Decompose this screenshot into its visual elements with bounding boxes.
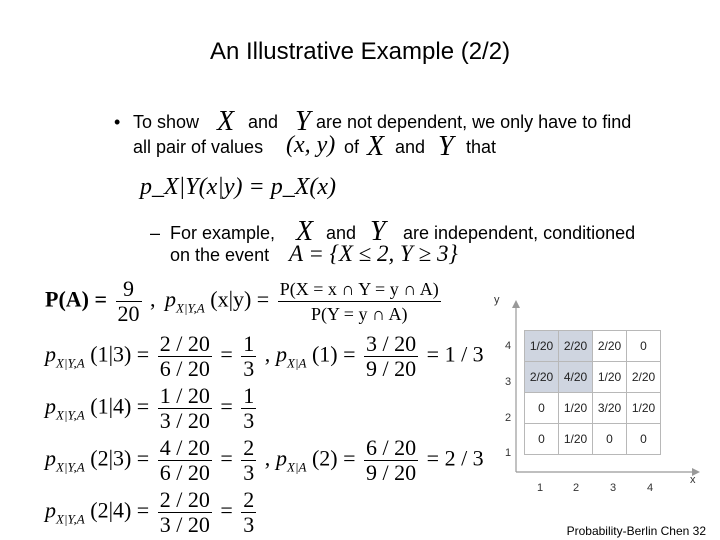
equation-subscript: X|A <box>287 355 307 371</box>
table-cell: 0 <box>627 424 661 455</box>
equation-p-x-given-a-2 <box>276 436 484 485</box>
event-definition: A = {X ≤ 2, Y ≥ 3} <box>289 241 458 266</box>
fraction <box>158 384 212 433</box>
table-cell: 0 <box>593 424 627 455</box>
table-cell: 2/20 <box>525 362 559 393</box>
x-tick: 3 <box>610 482 617 494</box>
equation-p-2-given-4 <box>45 488 259 537</box>
table-cell: 2/20 <box>593 331 627 362</box>
pmf-table <box>524 330 661 455</box>
equation-argument: (1|4) = <box>90 393 150 419</box>
fraction <box>241 436 256 485</box>
equation-tail: , <box>264 445 271 471</box>
x-tick: 4 <box>647 482 654 494</box>
y-tick: 4 <box>505 340 512 352</box>
denominator: 6 / 20 <box>159 356 210 381</box>
bullet-text-4: all pair of values <box>133 137 264 157</box>
numerator: 3 / 20 <box>366 331 417 356</box>
table-cell: 2/20 <box>559 331 593 362</box>
y-tick: 2 <box>505 412 512 424</box>
numerator: 1 <box>243 383 255 408</box>
denominator: 20 <box>117 301 140 326</box>
equation-argument: (x|y) = <box>210 286 270 312</box>
equation-conditional-definition <box>165 277 444 326</box>
denominator: P(Y = y ∩ A) <box>310 304 408 324</box>
equation-argument: (2|4) = <box>90 497 150 523</box>
math-var-y-2: Y <box>438 131 454 162</box>
math-var-x-2: X <box>367 131 385 162</box>
numerator: 4 / 20 <box>159 435 210 460</box>
fraction <box>278 277 441 326</box>
y-tick: 1 <box>505 447 512 459</box>
p-symbol: p <box>45 341 56 367</box>
math-var-y-3: Y <box>370 216 386 247</box>
denominator: 3 <box>243 356 255 381</box>
p-symbol: p <box>276 445 287 471</box>
denominator: 9 / 20 <box>366 460 417 485</box>
numerator: 2 <box>243 487 255 512</box>
fraction <box>116 277 142 326</box>
slide-title: An Illustrative Example (2/2) <box>209 38 511 65</box>
math-var-x-3: X <box>296 216 314 247</box>
independence-condition-equation: p_X|Y(x|y) = p_X(x) <box>140 174 336 200</box>
x-axis-label: x <box>690 474 696 486</box>
fraction <box>364 436 418 485</box>
equation-argument: (1) = <box>311 341 356 367</box>
equation-subscript: X|Y,A <box>56 511 85 527</box>
fraction <box>241 332 256 381</box>
table-row <box>525 393 661 424</box>
table-cell: 0 <box>525 424 559 455</box>
table-cell: 1/20 <box>627 393 661 424</box>
table-cell: 0 <box>525 393 559 424</box>
sub-bullet-text-1: For example, <box>170 223 276 243</box>
sub-bullet-text-4: on the event <box>170 245 270 265</box>
math-var-y: Y <box>295 106 311 137</box>
bullet-text-1: To show <box>133 112 200 132</box>
equation-lhs: P(A) = <box>45 286 108 312</box>
numerator: 2 / 20 <box>159 487 210 512</box>
numerator: 1 / 20 <box>159 383 210 408</box>
table-cell: 1/20 <box>525 331 559 362</box>
denominator: 3 <box>243 512 255 537</box>
bullet-marker: • <box>114 112 121 132</box>
table-cell: 0 <box>627 331 661 362</box>
bullet-text-7: that <box>466 137 497 157</box>
equation-p-x-given-a-1 <box>276 332 484 381</box>
equation-argument: (2) = <box>311 445 356 471</box>
equals-sign: = <box>220 445 233 471</box>
equation-argument: (1|3) = <box>90 341 150 367</box>
denominator: 3 / 20 <box>159 512 210 537</box>
y-tick: 3 <box>505 376 512 388</box>
denominator: 6 / 20 <box>159 460 210 485</box>
p-symbol: p <box>45 393 56 419</box>
equation-tail: , <box>150 286 156 312</box>
fraction <box>364 332 418 381</box>
y-axis-label: y <box>494 294 500 306</box>
equation-tail: = 2 / 3 <box>426 445 484 471</box>
table-cell: 1/20 <box>593 362 627 393</box>
numerator: P(X = x ∩ Y = y ∩ A) <box>278 277 441 302</box>
x-tick: 1 <box>537 482 544 494</box>
x-tick: 2 <box>573 482 580 494</box>
equation-lhs: p <box>165 286 176 312</box>
denominator: 3 <box>243 408 255 433</box>
equation-tail: , <box>264 341 271 367</box>
slide-footer: Probability-Berlin Chen 32 <box>566 524 706 538</box>
bullet-text-3: are not dependent, we only have to find <box>316 112 632 132</box>
equation-subscript: X|Y,A <box>56 355 85 371</box>
equals-sign: = <box>220 497 233 523</box>
table-row <box>525 331 661 362</box>
equation-subscript: X|Y,A <box>56 407 85 423</box>
table-cell: 1/20 <box>559 424 593 455</box>
equation-prob-a <box>45 277 156 326</box>
bullet-text-6: and <box>395 137 426 157</box>
equation-argument: (2|3) = <box>90 445 150 471</box>
table-cell: 4/20 <box>559 362 593 393</box>
equation-p-1-given-3 <box>45 332 270 381</box>
table-row <box>525 362 661 393</box>
numerator: 6 / 20 <box>366 435 417 460</box>
fraction <box>241 488 256 537</box>
sub-bullet-text-3: are independent, conditioned <box>403 223 636 243</box>
numerator: 9 <box>116 277 142 302</box>
p-symbol: p <box>45 497 56 523</box>
fraction <box>241 384 256 433</box>
sub-bullet-marker: – <box>150 223 161 243</box>
y-axis-arrow-icon <box>512 300 520 308</box>
table-cell: 2/20 <box>627 362 661 393</box>
fraction <box>158 488 212 537</box>
equals-sign: = <box>220 341 233 367</box>
equation-subscript: X|Y,A <box>176 300 205 316</box>
bullet-text-2: and <box>248 112 279 132</box>
table-cell: 1/20 <box>559 393 593 424</box>
sub-bullet-text-2: and <box>326 223 357 243</box>
denominator: 3 <box>243 460 255 485</box>
denominator: 9 / 20 <box>366 356 417 381</box>
numerator: 2 <box>243 435 255 460</box>
equation-subscript: X|Y,A <box>56 459 85 475</box>
denominator: 3 / 20 <box>159 408 210 433</box>
fraction <box>158 436 212 485</box>
equation-subscript: X|A <box>287 459 307 475</box>
p-symbol: p <box>45 445 56 471</box>
numerator: 2 / 20 <box>159 331 210 356</box>
equation-tail: = 1 / 3 <box>426 341 484 367</box>
p-symbol: p <box>276 341 287 367</box>
numerator: 1 <box>243 331 255 356</box>
math-pair-xy: (x, y) <box>286 132 336 158</box>
bullet-text-5: of <box>344 137 360 157</box>
math-var-x: X <box>217 106 235 137</box>
equation-p-2-given-3 <box>45 436 270 485</box>
equation-p-1-given-4 <box>45 384 259 433</box>
fraction <box>158 332 212 381</box>
table-row <box>525 424 661 455</box>
equals-sign: = <box>220 393 233 419</box>
table-cell: 3/20 <box>593 393 627 424</box>
